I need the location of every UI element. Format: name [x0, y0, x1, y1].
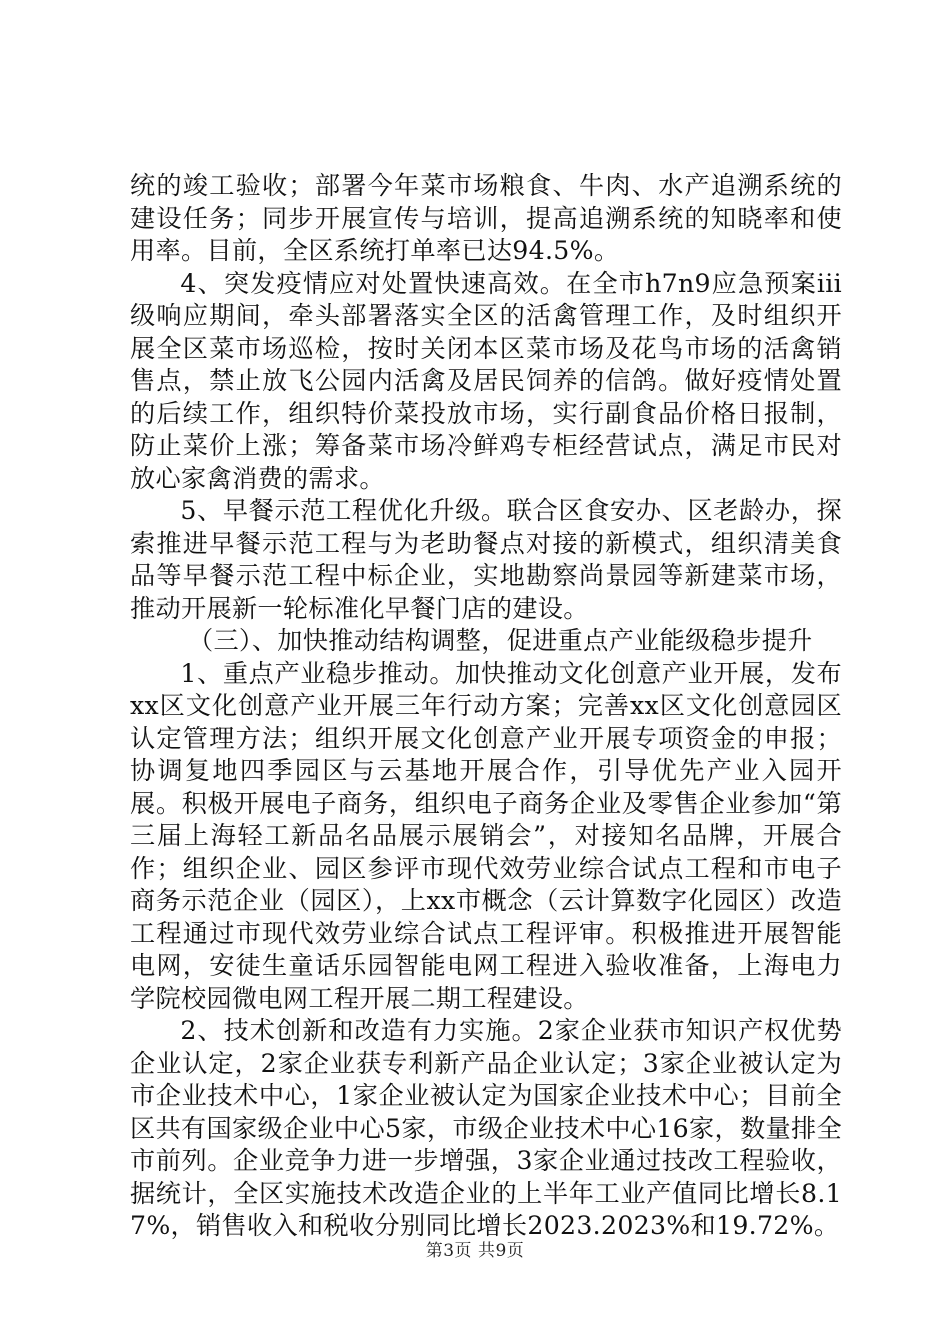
section-heading-structural-adjustment: （三）、加快推动结构调整，促进重点产业能级稳步提升 — [187, 626, 813, 655]
page-number-footer: 第3页 共9页 — [425, 1241, 525, 1261]
document-body — [130, 170, 842, 1243]
paragraph-technical-innovation: 2、技术创新和改造有力实施。2家企业获市知识产权优势企业认定，2家企业获专利新产品企业认定；3家企业被认定为市企业技术中心，1家企业被认定为国家企业技术中心；目前全区共有国家级企业中心5家，市级企业技术中心16家，数量排全市前列。企业竞争力进一步增强，3家企业通过技改工程验收，据统计，全区实施技术改造企业的上半年工业产值同比增长8.17%，销售收入和税收分别同比增长2023.2023%和19.72%。 — [130, 1016, 842, 1240]
paragraph-breakfast-program: 5、早餐示范工程优化升级。联合区食安办、区老龄办，探索推进早餐示范工程与为老助餐点对接的新模式，组织清美食品等早餐示范工程中标企业，实地勘察尚景园等新建菜市场，推动开展新一轮标准化早餐门店的建设。 — [130, 496, 842, 623]
paragraph-key-industries: 1、重点产业稳步推动。加快推动文化创意产业开展，发布xx区文化创意产业开展三年行动方案；完善xx区文化创意园区认定管理方法；组织开展文化创意产业开展专项资金的申报；协调复地四季园区与云基地开展合作，引导优先产业入园开展。积极开展电子商务，组织电子商务企业及零售企业参加“第三届上海轻工新品名品展示展销会”，对接知名品牌，开展合作；组织企业、园区参评市现代效劳业综合试点工程和市电子商务示范企业（园区），上xx市概念（云计算数字化园区）改造工程通过市现代效劳业综合试点工程评审。积极推进开展智能电网，安徒生童话乐园智能电网工程进入验收准备，上海电力学院校园微电网工程开展二期工程建设。 — [130, 658, 842, 1013]
paragraph-epidemic-response: 4、突发疫情应对处置快速高效。在全市h7n9应急预案iii级响应期间，牵头部署落实全区的活禽管理工作，及时组织开展全区菜市场巡检，按时关闭本区菜市场及花鸟市场的活禽销售点，禁止放飞公园内活禽及居民饲养的信鸽。做好疫情处置的后续工作，组织特价菜投放市场，实行副食品价格日报制，防止菜价上涨；筹备菜市场冷鲜鸡专柜经营试点，满足市民对放心家禽消费的需求。 — [130, 268, 842, 493]
paragraph-traceability-continued: 统的竣工验收；部署今年菜市场粮食、牛肉、水产追溯系统的建设任务；同步开展宣传与培训，提高追溯系统的知晓率和使用率。目前，全区系统打单率已达94.5%。 — [130, 171, 842, 265]
